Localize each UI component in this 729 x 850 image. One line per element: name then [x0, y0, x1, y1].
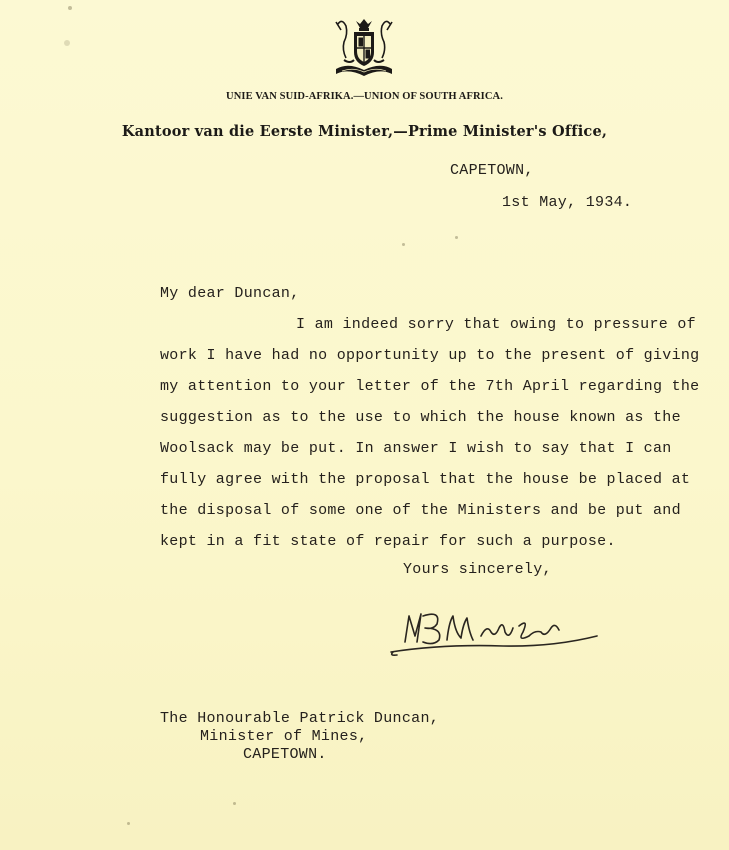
paper-speck: [455, 236, 458, 239]
letterhead-title: UNIE VAN SUID-AFRIKA.—UNION OF SOUTH AFRICA.: [226, 91, 503, 102]
paper-speck: [233, 802, 236, 805]
body-line: my attention to your letter of the 7th April regarding the: [160, 378, 700, 395]
body-line: kept in a fit state of repair for such a purpose.: [160, 533, 616, 550]
body-line: fully agree with the proposal that the house be placed at: [160, 471, 691, 488]
paper-speck: [127, 822, 130, 825]
body-line: work I have had no opportunity up to the present of giving: [160, 347, 700, 364]
body-line: suggestion as to the use to which the house known as the: [160, 409, 681, 426]
body-line: the disposal of some one of the Ministers and be put and: [160, 502, 681, 519]
dateline-city: CAPETOWN,: [450, 162, 534, 179]
salutation: My dear Duncan,: [160, 285, 300, 302]
paper-speck: [68, 6, 72, 10]
coat-of-arms-emblem: [328, 16, 400, 78]
body-line: Woolsack may be put. In answer I wish to say that I can: [160, 440, 672, 457]
addressee-title: Minister of Mines,: [200, 728, 368, 745]
letterhead-office: Kantoor van die Eerste Minister,—Prime Minister's Office,: [121, 123, 608, 140]
dateline-date: 1st May, 1934.: [502, 194, 633, 211]
handwritten-signature: [383, 602, 603, 662]
body-line: I am indeed sorry that owing to pressure of: [296, 316, 696, 333]
paper-speck: [64, 40, 70, 46]
addressee-name: The Honourable Patrick Duncan,: [160, 710, 440, 727]
paper-speck: [402, 243, 405, 246]
addressee-city: CAPETOWN.: [243, 746, 327, 763]
closing: Yours sincerely,: [403, 561, 552, 578]
